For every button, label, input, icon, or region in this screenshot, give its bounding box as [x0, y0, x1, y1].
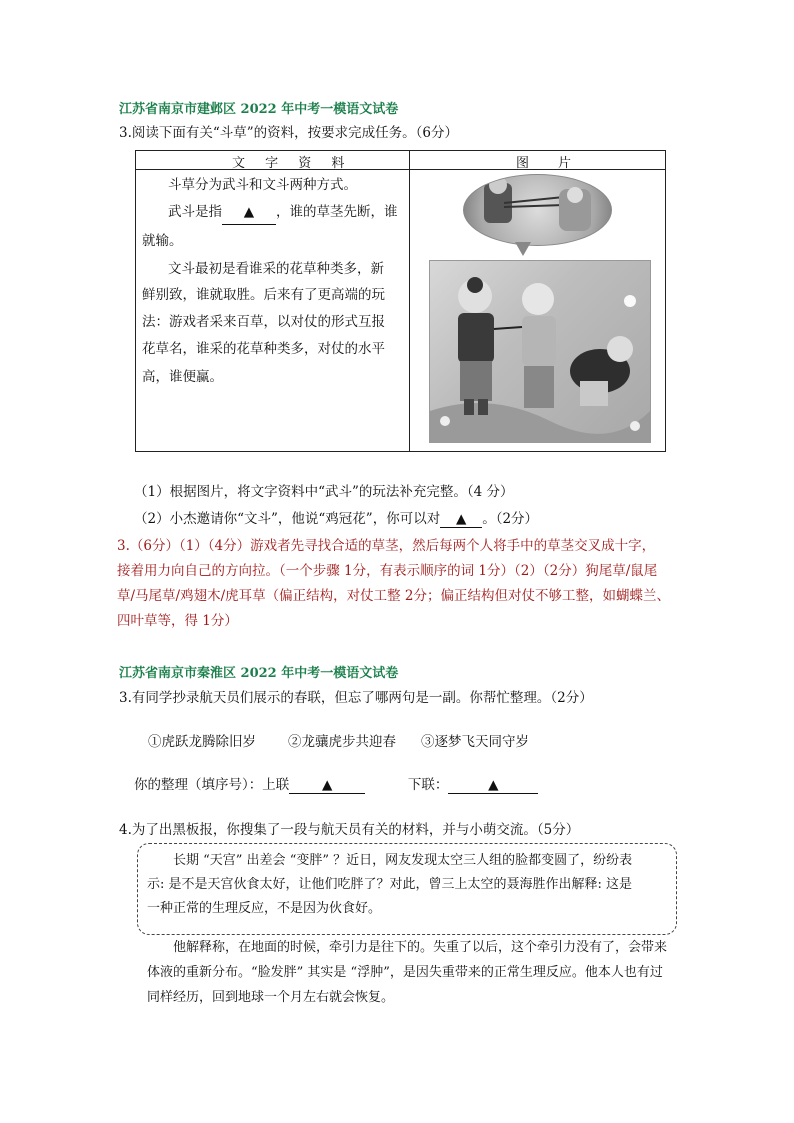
answer-line-4: 四叶草等，得 1分）	[117, 613, 238, 629]
answer-block	[117, 534, 670, 634]
bubble-tail	[515, 242, 531, 256]
upper-blank: ▲	[289, 777, 365, 794]
subquestion-2b: 。（2分）	[482, 511, 539, 527]
text-line-3: 就输。	[142, 233, 183, 249]
text-line-4: 文斗最初是看谁采的花草种类多，新	[168, 261, 384, 277]
table-header-image: 图 片	[516, 156, 580, 171]
table-header-line	[136, 169, 665, 170]
after-line-1: 他解释称，在地面的时候，牵引力是往下的。失重了以后，这个牵引力没有了，会带来	[173, 940, 668, 955]
option-3: ③逐梦飞天同守岁	[421, 734, 529, 750]
subquestion-1: （1）根据图片，将文字资料中“武斗”的玩法补充完整。（4 分）	[134, 484, 514, 500]
question-3b: 3.有同学抄录航天员们展示的春联，但忘了哪两句是一副。你帮忙整理。（2分）	[119, 690, 593, 706]
upper-label: 你的整理（填序号）：上联	[134, 777, 290, 793]
text-line-2a: 武斗是指	[168, 204, 222, 220]
text-line-8: 高，谁便赢。	[142, 369, 223, 385]
after-line-2: 体液的重新分布。“脸发胖” 其实是 “浮肿”，是因失重带来的正常生理反应。他本人也有过	[147, 965, 663, 980]
text-line-2b: ，谁的草茎先断，谁	[276, 204, 398, 220]
text-line-1: 斗草分为武斗和文斗两种方式。	[168, 177, 357, 193]
lower-label: 下联：	[407, 777, 449, 793]
text-line-6: 法：游戏者采来百草，以对仗的形式互报	[142, 314, 385, 330]
after-line-3: 同样经历，回到地球一个月左右就会恢复。	[147, 990, 395, 1005]
subquestion-2a: （2）小杰邀请你“文斗”，他说“鸡冠花”，你可以对	[134, 511, 441, 527]
table-divider	[409, 151, 410, 451]
question-3: 3.阅读下面有关“斗草”的资料，按要求完成任务。（6分）	[119, 125, 459, 141]
text-line-2	[168, 201, 398, 225]
table-header-text: 文 字 资 料	[232, 156, 353, 171]
subquestion-2	[134, 507, 538, 528]
box-line-3: 一种正常的生理反应，不是因为伙食好。	[147, 901, 382, 916]
arrange-line	[134, 773, 538, 794]
answer-line-1: 3.（6分）（1）（4分）游戏者先寻找合适的草茎，然后每两个人将手中的草茎交叉成十字，	[117, 538, 656, 554]
answer-line-2: 接着用力向自己的方向拉。（一个步骤 1分，有表示顺序的词 1分）（2）（2分）狗尾草/鼠尾	[117, 563, 658, 579]
option-1: ①虎跃龙腾除旧岁	[148, 734, 256, 750]
option-2: ②龙骧虎步共迎春	[288, 734, 396, 750]
box-line-2: 示: 是不是天宫伙食太好，让他们吃胖了？对此，曾三上太空的聂海胜作出解释: 这是	[147, 877, 633, 892]
blank-2: ▲	[440, 511, 482, 528]
box-text	[147, 849, 632, 921]
detail-bubble-image	[463, 174, 612, 246]
section2-title: 江苏省南京市秦淮区 2022 年中考一模语文试卷	[119, 666, 399, 681]
lower-blank: ▲	[448, 777, 538, 794]
after-text	[147, 935, 667, 1010]
section1-title: 江苏省南京市建邺区 2022 年中考一模语文试卷	[119, 102, 399, 117]
text-line-7: 花草名，谁采的花草种类多，对仗的水平	[142, 341, 385, 357]
blank-1: ▲	[222, 201, 276, 225]
question-4: 4.为了出黑板报，你搜集了一段与航天员有关的材料，并与小萌交流。（5分）	[119, 822, 580, 838]
box-line-1: 长期 “天宫” 出差会 “变胖” ？近日，网友发现太空三人组的脸都变圆了，纷纷表	[173, 853, 633, 868]
text-line-5: 鲜别致，谁就取胜。后来有了更高端的玩	[142, 287, 385, 303]
children-playing-image	[429, 260, 651, 443]
answer-line-3: 草/马尾草/鸡翅木/虎耳草（偏正结构，对仗工整 2分；偏正结构但对仗不够工整，如蝴蝶兰、	[117, 588, 671, 604]
